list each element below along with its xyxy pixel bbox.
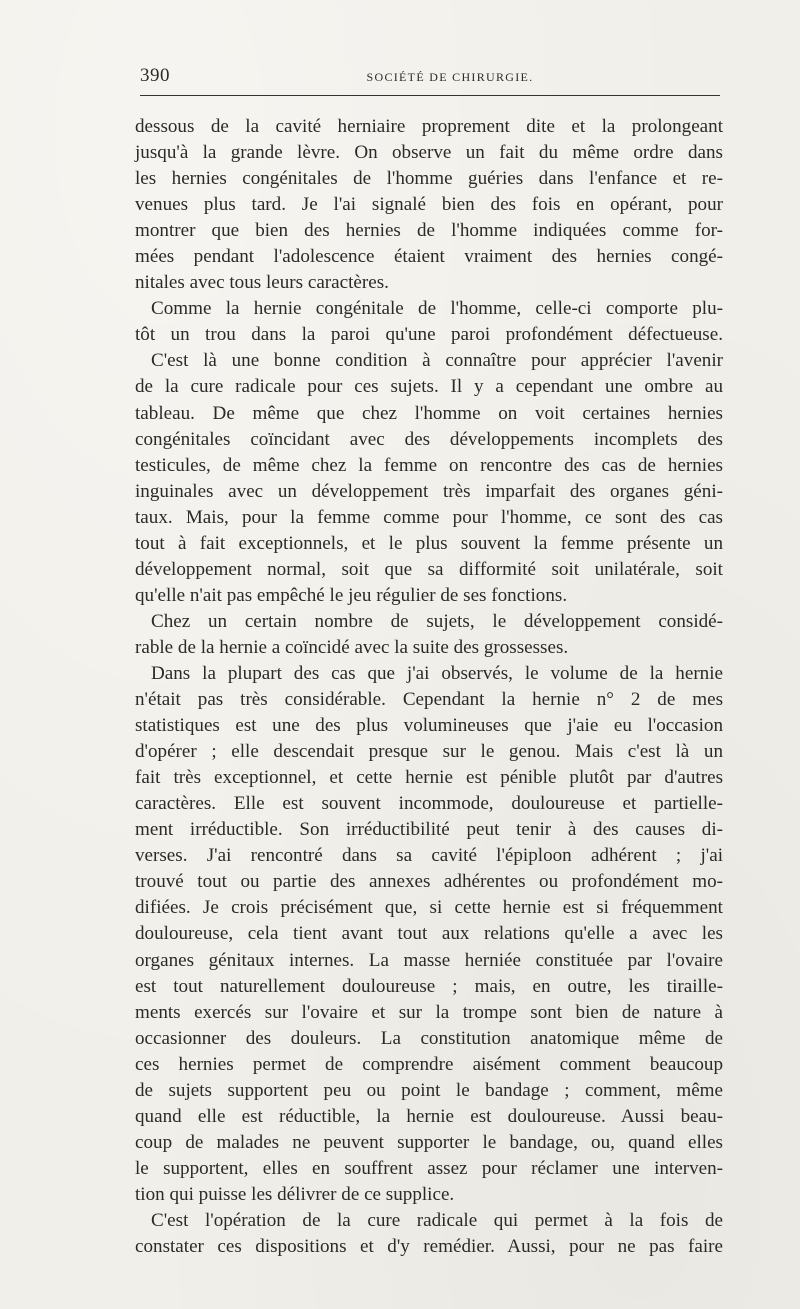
text-line: les hernies congénitales de l'homme guéries dans l'enfance et re- [135,168,723,190]
text-line: tout à fait exceptionnels, et le plus souvent la femme présente un [135,532,723,554]
text-line: jusqu'à la grande lèvre. On observe un fait du même ordre dans [135,142,723,164]
text-line: C'est là une bonne condition à connaître pour apprécier l'avenir [151,350,723,372]
text-line: fait très exceptionnel, et cette hernie est pénible plutôt par d'autres [135,767,723,789]
page-header [140,65,720,96]
text-line: statistiques est une des plus volumineuses que j'aie eu l'occasion [135,715,723,737]
text-line: organes génitaux internes. La masse herniée constituée par l'ovaire [135,949,723,971]
text-line: d'opérer ; elle descendait presque sur le genou. Mais c'est là un [135,741,723,763]
text-line: nitales avec tous leurs caractères. [135,272,389,294]
text-line: constater ces dispositions et d'y remédier. Aussi, pour ne pas faire [135,1236,723,1258]
text-line: congénitales coïncidant avec des développements incomplets des [135,428,723,450]
text-line: occasionner des douleurs. La constitution anatomique même de [135,1027,723,1049]
text-line: trouvé tout ou partie des annexes adhérentes ou profondément mo- [135,871,723,893]
text-line: Comme la hernie congénitale de l'homme, celle-ci comporte plu- [151,298,723,320]
page-number: 390 [140,65,170,86]
text-line: ces hernies permet de comprendre aisément comment beaucoup [135,1053,723,1075]
text-line: mées pendant l'adolescence étaient vraiment des hernies congé- [135,246,723,268]
text-line: coup de malades ne peuvent supporter le bandage, ou, quand elles [135,1131,723,1153]
text-line: montrer que bien des hernies de l'homme indiquées comme for- [135,220,723,242]
text-line: douloureuse, cela tient avant tout aux relations qu'elle a avec les [135,923,723,945]
text-line: rable de la hernie a coïncidé avec la suite des grossesses. [135,636,569,658]
text-line: testicules, de même chez la femme on rencontre des cas de hernies [135,454,723,476]
text-line: inguinales avec un développement très imparfait des organes géni- [135,480,723,502]
text-line: difiées. Je crois précisément que, si cette hernie est si fréquemment [135,897,723,919]
text-line: ments exercés sur l'ovaire et sur la trompe sont bien de nature à [135,1001,723,1023]
text-line: tôt un trou dans la paroi qu'une paroi profondément défectueuse. [135,324,723,346]
text-line: tableau. De même que chez l'homme on voit certaines hernies [135,402,723,424]
text-line: développement normal, soit que sa difformité soit unilatérale, soit [135,558,723,580]
text-line: de sujets supportent peu ou point le bandage ; comment, même [135,1079,723,1101]
text-line: est tout naturellement douloureuse ; mais, en outre, les tiraille- [135,975,723,997]
text-line: taux. Mais, pour la femme comme pour l'homme, ce sont des cas [135,506,723,528]
text-line: C'est l'opération de la cure radicale qui permet à la fois de [151,1209,723,1231]
text-line: Chez un certain nombre de sujets, le développement considé- [151,610,723,632]
text-line: venues plus tard. Je l'ai signalé bien des fois en opérant, pour [135,194,723,216]
text-line: n'était pas très considérable. Cependant la hernie n° 2 de mes [135,689,723,711]
text-line: de la cure radicale pour ces sujets. Il y a cependant une ombre au [135,376,723,398]
text-line: Dans la plupart des cas que j'ai observés, le volume de la hernie [151,662,723,684]
text-line: quand elle est réductible, la hernie est douloureuse. Aussi beau- [135,1105,723,1127]
text-line: dessous de la cavité herniaire proprement dite et la prolongeant [135,116,723,137]
text-line: verses. J'ai rencontré dans sa cavité l'épiploon adhérent ; j'ai [135,845,723,867]
text-line: caractères. Elle est souvent incommode, douloureuse et partielle- [135,793,723,815]
running-title: SOCIÉTÉ DE CHIRURGIE. [366,70,534,84]
text-line: ment irréductible. Son irréductibilité peut tenir à des causes di- [135,819,723,841]
text-line: le supportent, elles en souffrent assez pour réclamer une interven- [135,1157,723,1179]
body-text [135,114,723,1260]
text-line: tion qui puisse les délivrer de ce supplice. [135,1183,455,1205]
text-line: qu'elle n'ait pas empêché le jeu régulier de ses fonctions. [135,584,568,606]
